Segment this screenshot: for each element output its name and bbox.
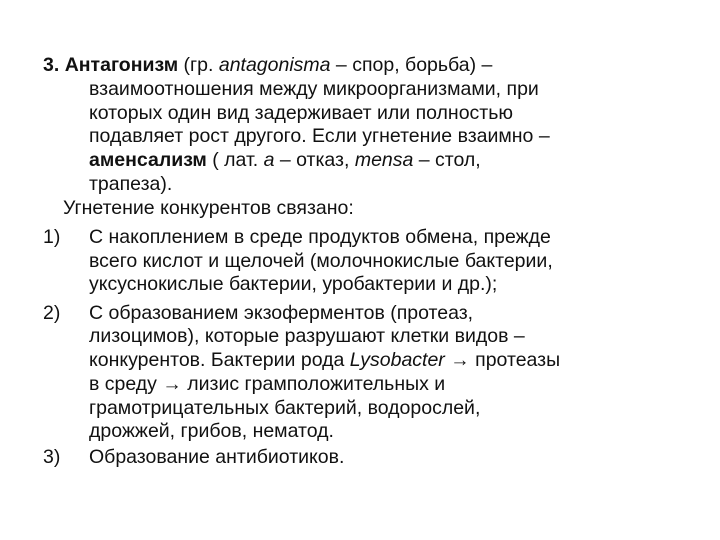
item-2-line-2: лизоцимов), которые разрушают клетки видов – [89,325,525,347]
lat-mensa: mensa [354,149,414,171]
lat-a: a [263,149,275,171]
arrow-icon: → [444,349,476,371]
term-amensalism: аменсализм [89,149,207,171]
term-antagonism: Антагонизм [64,54,179,76]
lat-refusal: – отказ, [274,149,355,171]
genus-lysobacter: Lysobacter [349,349,445,371]
gr-open: (гр. [178,54,219,76]
item-3-line-1: Образование антибиотиков. [89,446,345,468]
item-1-number: 1) [43,226,61,248]
section-number: 3. [43,54,60,76]
item-1-line-3: уксуснокислые бактерии, уробактерии и др.); [89,273,498,295]
item-3-number: 3) [43,446,61,468]
item-2-line-3-text: конкурентов. Бактерии рода [89,349,350,371]
arrow-icon: → [156,373,188,395]
section-3-line-5 [89,149,481,172]
item-2-line-3 [89,349,560,372]
intro-line: Угнетение конкурентов связано: [63,197,354,219]
section-3-line-3: которых один вид задерживает или полностью [89,102,514,124]
lysis-text: лизис грамположительных и [187,373,446,395]
item-1-line-1: С накоплением в среде продуктов обмена, прежде [89,226,551,248]
item-2-line-1: С образованием экзоферментов (протеаз, [89,302,474,324]
lat-table: – стол, [413,149,481,171]
item-2-number: 2) [43,302,61,324]
item-2-line-4 [89,373,445,396]
section-3-line-1 [43,54,492,77]
item-2-line-5: грамотрицательных бактерий, водорослей, [89,397,481,419]
gr-word: antagonisma [218,54,331,76]
section-3-line-6: трапеза). [89,173,173,195]
item-2-line-6: дрожжей, грибов, нематод. [89,420,334,442]
lat-open: ( лат. [206,149,264,171]
item-1-line-2: всего кислот и щелочей (молочнокислые бактерии, [89,250,553,272]
gr-rest: – спор, борьба) – [330,54,493,76]
proteases-text: протеазы [475,349,561,371]
into-medium-text: в среду [89,373,157,395]
section-3-line-2: взаимоотношения между микроорганизмами, при [89,78,539,100]
section-3-line-4: подавляет рост другого. Если угнетение взаимно – [89,125,550,147]
